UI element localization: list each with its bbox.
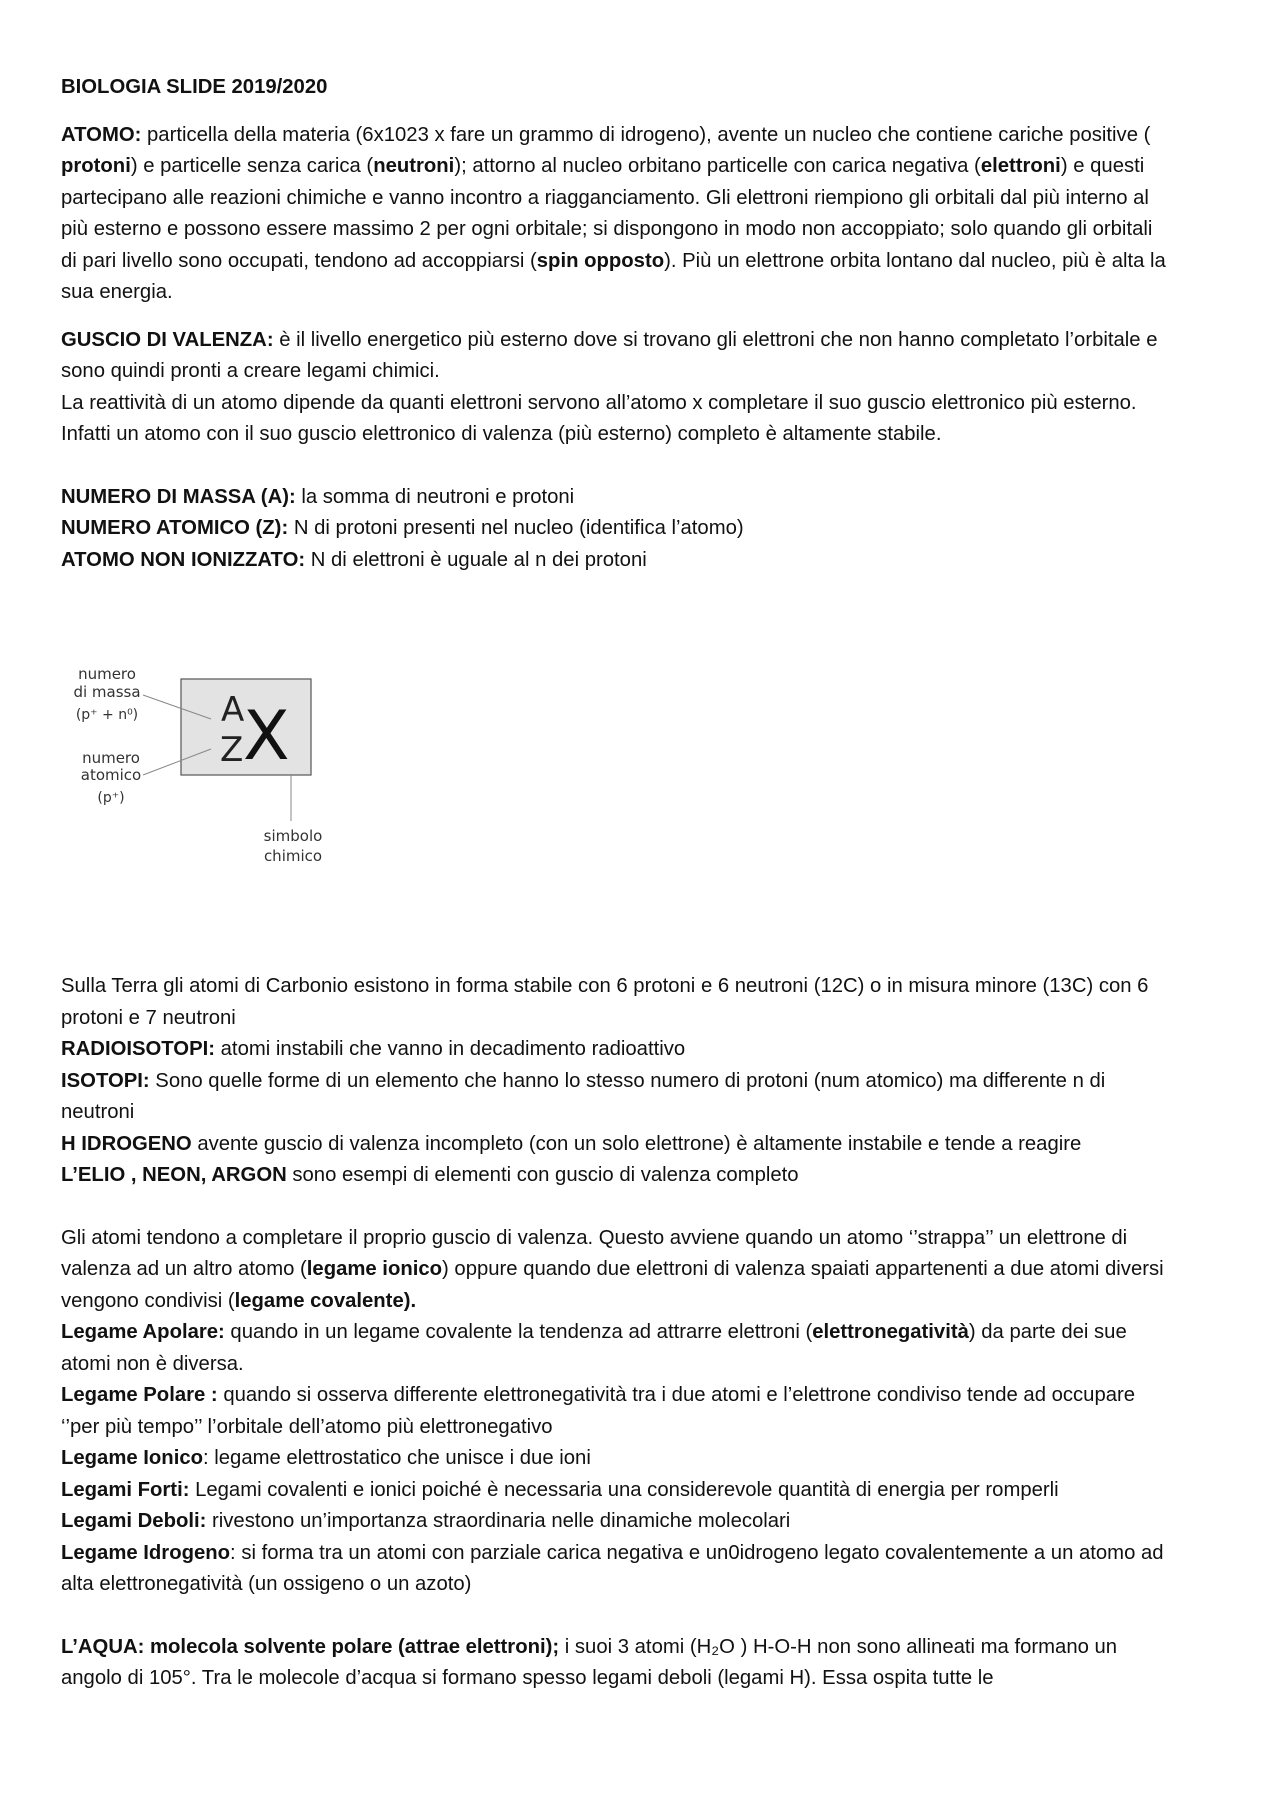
label-symbol-2: chimico — [263, 847, 323, 865]
definition-idrogeno: H IDROGENO avente guscio di valenza incompleto (con un solo elettrone) è altamente instabile e tende a reagire — [61, 1132, 1082, 1155]
definition-radioisotopi: RADIOISOTOPI: atomi instabili che vanno in decadimento radioattivo — [61, 1038, 686, 1060]
symbol-a: A — [221, 690, 245, 730]
definition-legame-apolare: Legame Apolare: quando in un legame covalente la tendenza ad attrarre elettroni (elettronegatività) da parte dei sue atomi non è diversa. — [61, 1321, 1127, 1375]
paragraph-legami-intro: Gli atomi tendono a completare il proprio guscio di valenza. Questo avviene quando un atomo ‘’strappa’’ un elettrone di valenza ad un altro atomo (legame ionico) oppure quando due elettroni di valenza spaiati appartenenti a due atomi diversi vengono condivisi (legame covalente). — [61, 1226, 1164, 1312]
definition-isotopi: ISOTOPI: Sono quelle forme di un elemento che hanno lo stesso numero di protoni (num atomico) ma differente n di neutroni — [61, 1069, 1106, 1123]
definition-numero-atomico: NUMERO ATOMICO (Z): N di protoni presenti nel nucleo (identifica l’atomo) — [61, 517, 744, 539]
definition-gas-nobili: L’ELIO , NEON, ARGON sono esempi di elementi con guscio di valenza completo — [61, 1164, 799, 1186]
term-atomo: ATOMO: — [61, 123, 142, 146]
symbol-x: X — [243, 697, 290, 776]
label-symbol-1: simbolo — [263, 827, 323, 845]
atomic-notation-diagram — [71, 661, 371, 896]
paragraph-guscio-valenza: GUSCIO DI VALENZA: è il livello energetico più esterno dove si trovano gli elettroni che non hanno completato l’orbitale e sono quindi pronti a creare legami chimici. — [61, 328, 1158, 382]
label-atomic-3: (p⁺) — [97, 790, 125, 806]
definition-legami-deboli: Legami Deboli: rivestono un’importanza straordinaria nelle dinamiche molecolari — [61, 1510, 791, 1532]
definition-legami-forti: Legami Forti: Legami covalenti e ionici poiché è necessaria una considerevole quantità di energia per romperli — [61, 1478, 1059, 1501]
label-mass-1: numero — [78, 665, 136, 683]
definition-numero-massa: NUMERO DI MASSA (A): la somma di neutroni e protoni — [61, 485, 575, 508]
label-atomic-2: atomico — [80, 766, 142, 784]
paragraph-acqua: L’AQUA: molecola solvente polare (attrae elettroni); i suoi 3 atomi (H₂O ) H-O-H non sono allineati ma formano un angolo di 105°. Tra le molecole d’acqua si formano spesso legami deboli (legami H). Essa ospita tutte le — [61, 1635, 1118, 1689]
definition-legame-idrogeno: Legame Idrogeno: si forma tra un atomi con parziale carica negativa e un0idrogeno legato covalentemente a un atomo ad alta elettronegatività (un ossigeno o un azoto) — [61, 1541, 1164, 1595]
paragraph-carbonio: Sulla Terra gli atomi di Carbonio esistono in forma stabile con 6 protoni e 6 neutroni (12C) o in misura minore (13C) con 6 protoni e 7 neutroni — [61, 975, 1149, 1029]
paragraph-atomo: ATOMO: particella della materia (6x1023 x fare un grammo di idrogeno), avente un nucleo che contiene cariche positive ( protoni) e particelle senza carica (neutroni); attorno al nucleo orbitano particelle con carica negativa (elettroni) e questi partecipano alle reazioni chimiche e vanno incontro a riagganciamento. Gli elettroni riempiono gli orbitali dal più interno al più esterno e possono essere massimo 2 per ogni orbitale; si dispongono in modo non accoppiato; solo quando gli orbitali di pari livello sono occupati, tendono ad accoppiarsi (spin opposto). Più un elettrone orbita lontano dal nucleo, più è alta la sua energia. — [61, 123, 1166, 303]
label-atomic-1: numero — [82, 749, 140, 767]
definition-legame-polare: Legame Polare : quando si osserva differente elettronegatività tra i due atomi e l’elettrone condiviso tende ad occupare ‘’per più tempo’’ l’orbitale dell’atomo più elettronegativo — [61, 1384, 1136, 1438]
label-mass-2: di massa — [73, 683, 141, 701]
definition-atomo-non-ionizzato: ATOMO NON IONIZZATO: N di elettroni è uguale al n dei protoni — [61, 548, 647, 571]
label-mass-3: (p⁺ + n⁰) — [75, 707, 139, 723]
document-page — [61, 72, 1171, 1695]
symbol-z: Z — [220, 730, 244, 770]
paragraph-reattivita: La reattività di un atomo dipende da quanti elettroni servono all’atomo x completare il suo guscio elettronico più esterno. Infatti un atomo con il suo guscio elettronico di valenza (più esterno) completo è altamente stabile. — [61, 391, 1137, 445]
atomic-notation-figure — [71, 661, 371, 896]
definition-legame-ionico: Legame Ionico: legame elettrostatico che unisce i due ioni — [61, 1447, 591, 1469]
document-title: BIOLOGIA SLIDE 2019/2020 — [61, 76, 328, 98]
term-guscio: GUSCIO DI VALENZA: — [61, 328, 274, 351]
